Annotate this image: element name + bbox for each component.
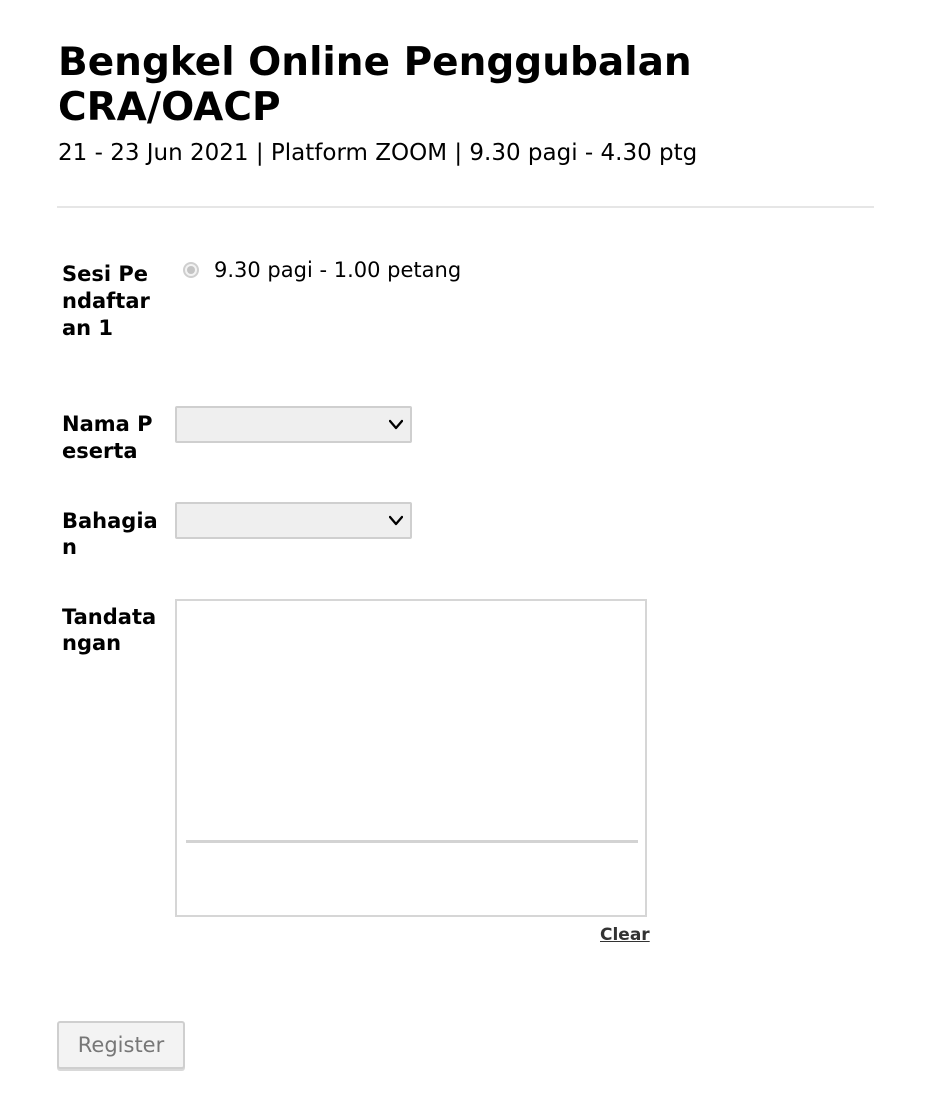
- signature-baseline: [186, 840, 638, 843]
- radio-dot: [187, 266, 195, 274]
- participant-name-select[interactable]: [175, 406, 412, 443]
- session-option[interactable]: [183, 260, 461, 280]
- department-select[interactable]: [175, 502, 412, 539]
- chevron-down-icon: [389, 515, 403, 527]
- department-label: Bahagian: [62, 509, 158, 559]
- chevron-down-icon: [389, 419, 403, 431]
- signature-pad[interactable]: [175, 599, 647, 917]
- session-label: Sesi Pendaftaran 1: [62, 262, 150, 340]
- event-details: 21 - 23 Jun 2021 | Platform ZOOM | 9.30 pagi - 4.30 ptg: [58, 140, 698, 166]
- signature-label: Tandatangan: [62, 605, 157, 655]
- clear-signature-link[interactable]: Clear: [600, 925, 650, 945]
- page-title: Bengkel Online Penggubalan CRA/OACP: [58, 40, 692, 130]
- radio-selected-icon[interactable]: [183, 262, 199, 278]
- participant-name-label: Nama Peserta: [62, 412, 153, 463]
- header-divider: [57, 206, 874, 208]
- register-button[interactable]: Register: [57, 1021, 185, 1069]
- session-option-label[interactable]: 9.30 pagi - 1.00 petang: [214, 258, 462, 282]
